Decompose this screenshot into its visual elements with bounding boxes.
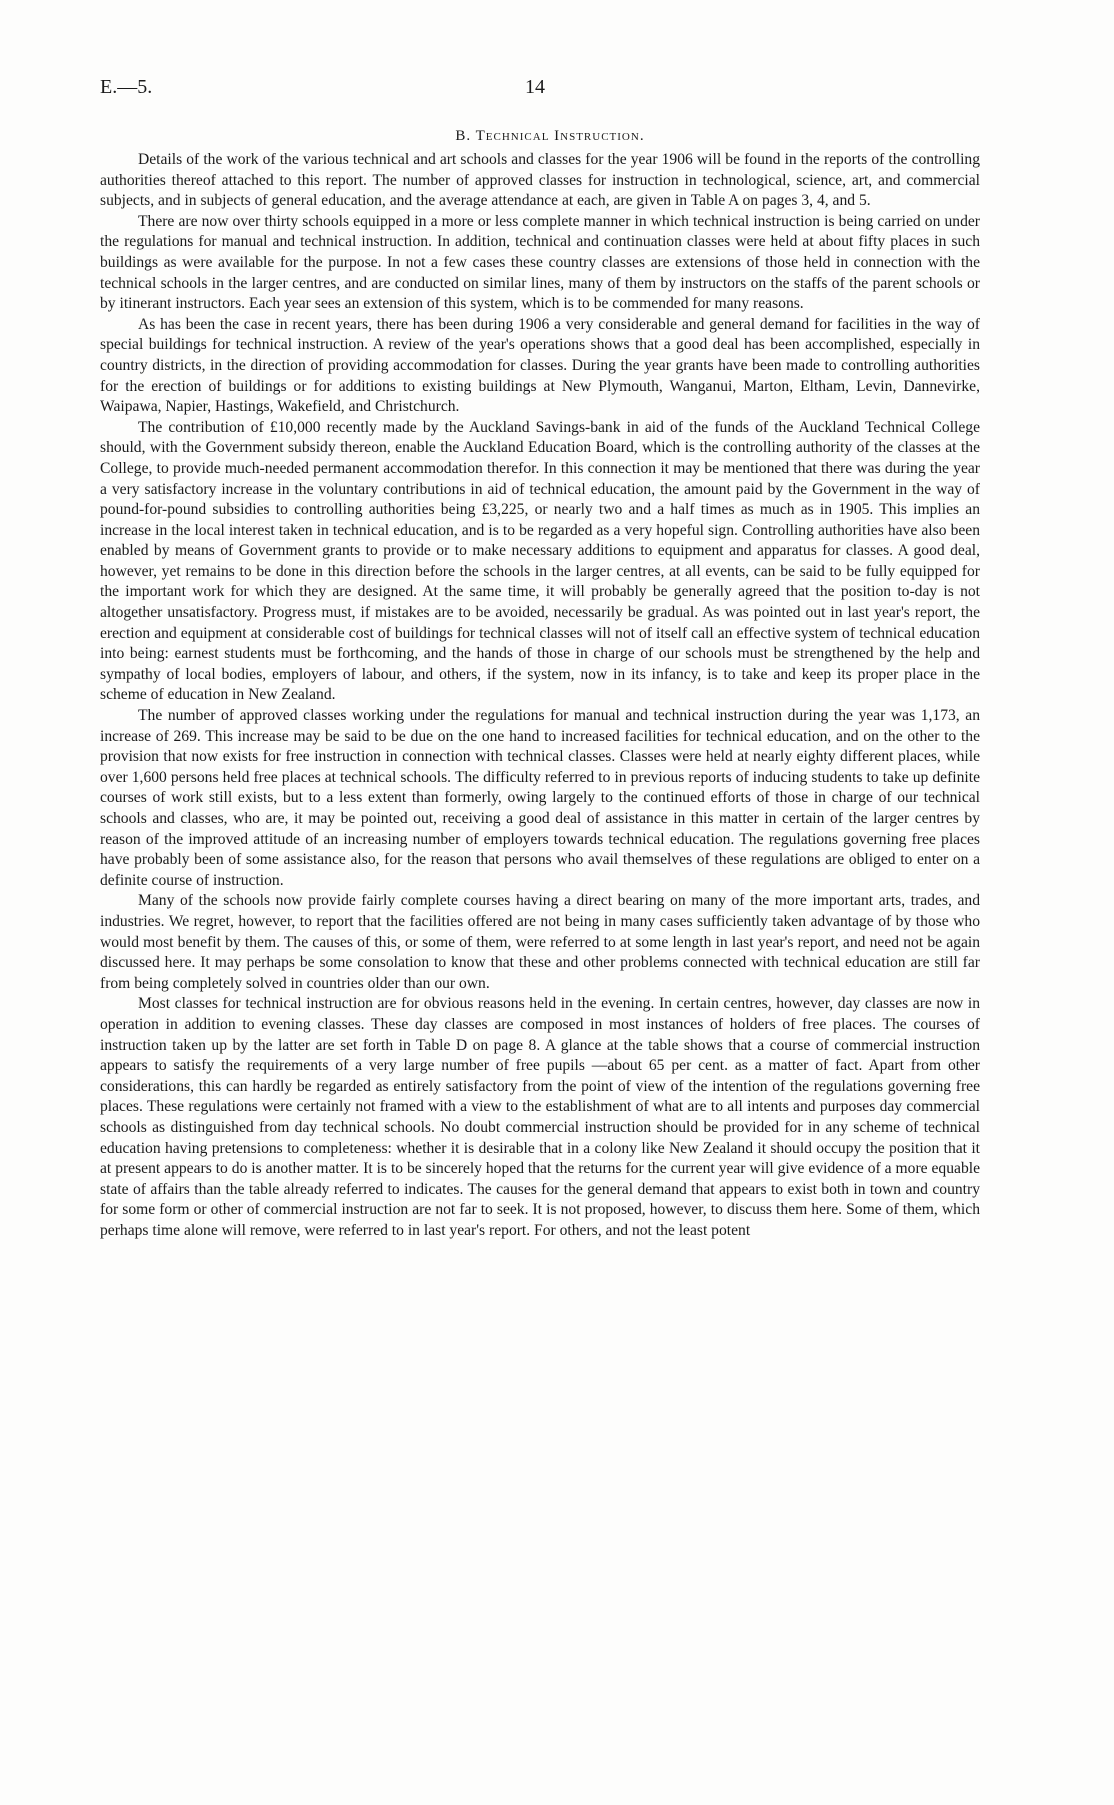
paragraph: The number of approved classes working under the regulations for manual and technical instruction during the year was 1,173, an increase of 269. This increase may be said to be due on the one hand to increased facilities for technical education, and on the other to the provision that now exists for free instruction in connection with technical classes. Classes were held at nearly eighty different places, while over 1,600 persons held free places at technical schools. The difficulty referred to in previous reports of inducing students to take up definite courses of work still exists, but to a less extent than formerly, owing largely to the continued efforts of those in charge of our technical schools and classes, who are, it may be pointed out, receiving a good deal of assistance in this matter in certain of the larger centres by reason of the improved attitude of an increasing number of employers towards technical education. The regulations governing free places have probably been of some assistance also, for the reason that persons who avail themselves of these regulations are obliged to enter on a definite course of instruction.: [100, 707, 980, 889]
document-reference: E.—5.: [100, 76, 153, 98]
paragraph: Most classes for technical instruction are for obvious reasons held in the evening. In certain centres, however, day classes are now in operation in addition to evening classes. These day classes are composed in most instances of holders of free places. The courses of instruction taken up by the latter are set forth in Table D on page 8. A glance at the table shows that a course of commercial instruction appears to satisfy the requirements of a very large number of free pupils —about 65 per cent. as a matter of fact. Apart from other considerations, this can hardly be regarded as entirely satisfactory from the point of view of the intention of the regulations governing free places. These regulations were certainly not framed with a view to the establishment of what are to all intents and purposes day commercial schools as distinguished from day technical schools. No doubt commercial instruction should be provided for in any scheme of technical education having pretensions to completeness: whether it is desirable that in a colony like New Zealand it should occupy the position that it at present appears to do is another matter. It is to be sincerely hoped that the returns for the current year will give evidence of a more equable state of affairs than the table already referred to indicates. The causes for the general demand that appears to exist both in town and country for some form or other of commercial instruction are not far to seek. It is not proposed, however, to discuss them here. Some of them, which perhaps time alone will remove, were referred to in last year's report. For others, and not the least potent: [100, 995, 980, 1239]
paragraph: As has been the case in recent years, there has been during 1906 a very considerable and general demand for facilities in the way of special buildings for technical instruction. A review of the year's operations shows that a good deal has been accomplished, especially in country districts, in the direction of providing accommodation for classes. During the year grants have been made to controlling authorities for the erection of buildings or for additions to existing buildings at New Plymouth, Wanganui, Marton, Eltham, Levin, Dannevirke, Waipawa, Napier, Hastings, Wakefield, and Christchurch.: [100, 315, 980, 416]
paragraph: Many of the schools now provide fairly complete courses having a direct bearing on many of the more important arts, trades, and industries. We regret, however, to report that the facilities offered are not being in many cases sufficiently taken advantage of by those who would most benefit by them. The causes of this, or some of them, were referred to at some length in last year's report, and need not be again discussed here. It may perhaps be some consolation to know that these and other problems connected with technical education are still far from being completely solved in countries older than our own.: [100, 892, 980, 992]
section-title: B. Technical Instruction.: [455, 128, 645, 144]
page-number: 14: [525, 76, 545, 98]
paragraph: There are now over thirty schools equipped in a more or less complete manner in which technical instruction is being carried on under the regulations for manual and technical instruction. In addition, technical and continuation classes were held at about fifty places in such buildings as were available for the purpose. In not a few cases these country classes are extensions of those held in connection with the technical schools in the larger centres, and are conducted on similar lines, many of them by instructors on the staffs of the parent schools or by itinerant instructors. Each year sees an extension of this system, which is to be commended for many reasons.: [100, 212, 980, 313]
document-body: [100, 150, 980, 1241]
page-header: [100, 76, 1000, 106]
paragraph: Details of the work of the various technical and art schools and classes for the year 1906 will be found in the reports of the controlling authorities thereof attached to this report. The number of approved classes for instruction in technological, science, art, and commercial subjects, and in subjects of general education, and the average attendance at each, are given in Table A on pages 3, 4, and 5.: [100, 151, 980, 210]
paragraph: The contribution of £10,000 recently made by the Auckland Savings-bank in aid of the funds of the Auckland Technical College should, with the Government subsidy thereon, enable the Auckland Education Board, which is the controlling authority of the classes at the College, to provide much-needed permanent accommodation therefor. In this connection it may be mentioned that there was during the year a very satisfactory increase in the voluntary contributions in aid of technical education, the amount paid by the Government in the way of pound-for-pound subsidies to controlling authorities being £3,225, or nearly two and a half times as much as in 1905. This implies an increase in the local interest taken in technical education, and is to be regarded as a very hopeful sign. Controlling authorities have also been enabled by means of Government grants to provide or to make necessary additions to equipment and apparatus for classes. A good deal, however, yet remains to be done in this direction before the schools in the larger centres, at all events, can be said to be fully equipped for the important work for which they are designed. At the same time, it will probably be generally agreed that the position to-day is not altogether unsatisfactory. Progress must, if mistakes are to be avoided, necessarily be gradual. As was pointed out in last year's report, the erection and equipment at considerable cost of buildings for technical classes will not of itself call an effective system of technical education into being: earnest students must be forthcoming, and the hands of those in charge of our schools must be strengthened by the help and sympathy of local bodies, employers of labour, and others, if the system, now in its infancy, is to take and keep its proper place in the scheme of education in New Zealand.: [100, 418, 980, 704]
